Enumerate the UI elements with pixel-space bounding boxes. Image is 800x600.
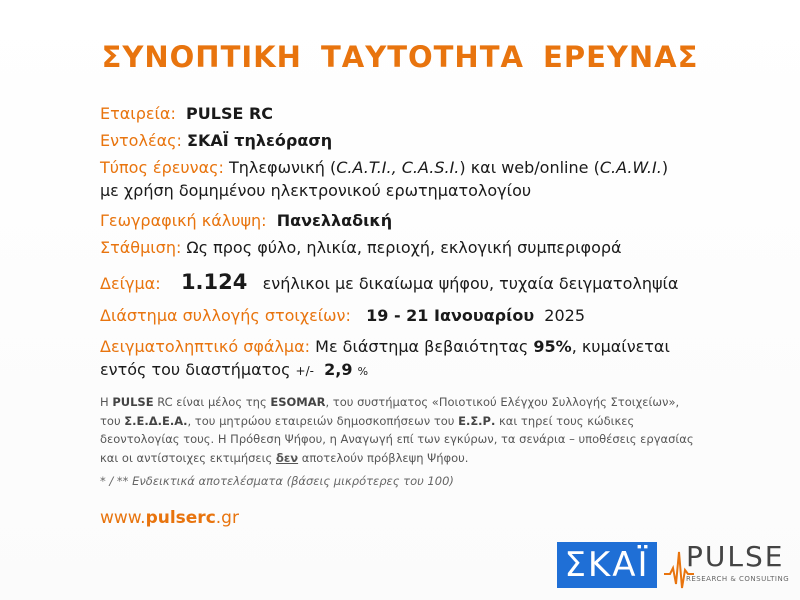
period-line <box>100 305 585 327</box>
note-text: αποτελούν πρόβλεψη Ψήφου. <box>298 450 469 465</box>
coverage-value: Πανελλαδική <box>276 211 393 230</box>
weighting-line <box>100 237 622 259</box>
note-text: , του μητρώου εταιρειών δημοσκοπήσεων του <box>187 413 459 428</box>
skai-logo: ΣΚΑΪ <box>557 542 657 588</box>
company-label: Εταιρεία: <box>100 104 176 123</box>
sample-value: 1.124 <box>180 270 248 294</box>
company-value: PULSE RC <box>186 104 274 123</box>
url-prefix: www. <box>100 508 146 528</box>
error-value: 2,9 <box>324 360 353 379</box>
survey-type-text2: ) και web/online ( <box>459 158 600 177</box>
survey-type-text3: ) <box>661 158 669 177</box>
weighting-label: Στάθμιση: <box>100 238 182 257</box>
sample-text: ενήλικοι με δικαίωμα ψήφου, τυχαία δειγματοληψία <box>262 274 679 293</box>
note-esr: Ε.Σ.Ρ. <box>458 413 496 428</box>
error-confidence: 95% <box>533 337 572 356</box>
methodology-note <box>100 393 700 467</box>
period-dates: 19 - 21 Ιανουαρίου <box>366 306 535 325</box>
survey-type-line2: με χρήση δομημένου ηλεκτρονικού ερωτηματολογίου <box>100 181 532 200</box>
error-line2 <box>100 359 368 383</box>
note-text: , του συστήματος «Ποιοτικού Ελέγχου Συλλογής Στοιχείων», του <box>100 395 680 428</box>
url-domain: pulserc <box>145 508 216 528</box>
survey-type-cawi: C.A.W.I. <box>599 158 662 177</box>
pulse-logo <box>664 540 788 592</box>
error-label: Δειγματοληπτικό σφάλμα: <box>100 337 311 356</box>
sample-line <box>100 268 678 298</box>
survey-type-line <box>100 157 668 179</box>
company-line <box>100 103 273 125</box>
client-line <box>100 130 332 152</box>
note-pulse: PULSE <box>112 395 154 409</box>
url-suffix: .gr <box>215 508 239 528</box>
error-text1: Με διάστημα βεβαιότητας <box>310 337 534 356</box>
website-link[interactable] <box>100 508 239 528</box>
note-text: Η <box>100 395 113 409</box>
note-text: και τηρεί τους κώδικες δεοντολογίας τους. Η Πρόθεση Ψήφου, η Αναγωγή επί των εγκύρων, τα σενάρια – υποθέσεις εργασίας και οι αντίστοιχες εκτιμήσεις <box>100 413 694 465</box>
survey-type-text1: Τηλεφωνική ( <box>223 158 337 177</box>
client-label: Εντολέας: <box>100 131 182 150</box>
error-pm: +/- <box>295 364 314 378</box>
error-text2: , κυμαίνεται <box>571 337 670 356</box>
survey-type-cati: C.A.T.I., C.A.S.I. <box>336 158 460 177</box>
coverage-line <box>100 210 392 232</box>
period-label: Διάστημα συλλογής στοιχείων: <box>100 306 351 325</box>
sample-label: Δείγμα: <box>100 274 161 293</box>
footnote: * / ** Ενδεικτικά αποτελέσματα (βάσεις μικρότερες του 100) <box>100 474 454 488</box>
coverage-label: Γεωγραφική κάλυψη: <box>100 211 267 230</box>
error-range-text: εντός του διαστήματος <box>100 360 296 379</box>
note-sedea: Σ.Ε.Δ.Ε.Α. <box>124 413 188 428</box>
period-year: 2025 <box>544 306 586 325</box>
page-title: ΣΥΝΟΠΤΙΚΗ ΤΑΥΤΟΤΗΤΑ ΕΡΕΥΝΑΣ <box>101 40 699 74</box>
pulse-wordmark: PULSE <box>686 540 785 573</box>
error-line <box>100 336 670 358</box>
pulse-tagline: RESEARCH & CONSULTING <box>686 575 790 583</box>
error-pct: % <box>357 365 369 378</box>
note-den: δεν <box>275 450 299 465</box>
client-value: ΣΚΑΪ τηλεόραση <box>187 131 333 150</box>
note-esomar: ESOMAR <box>270 395 326 409</box>
survey-type-label: Τύπος έρευνας: <box>100 158 224 177</box>
weighting-value: Ως προς φύλο, ηλικία, περιοχή, εκλογική συμπεριφορά <box>181 238 622 257</box>
note-text: RC είναι μέλος της <box>153 395 271 409</box>
